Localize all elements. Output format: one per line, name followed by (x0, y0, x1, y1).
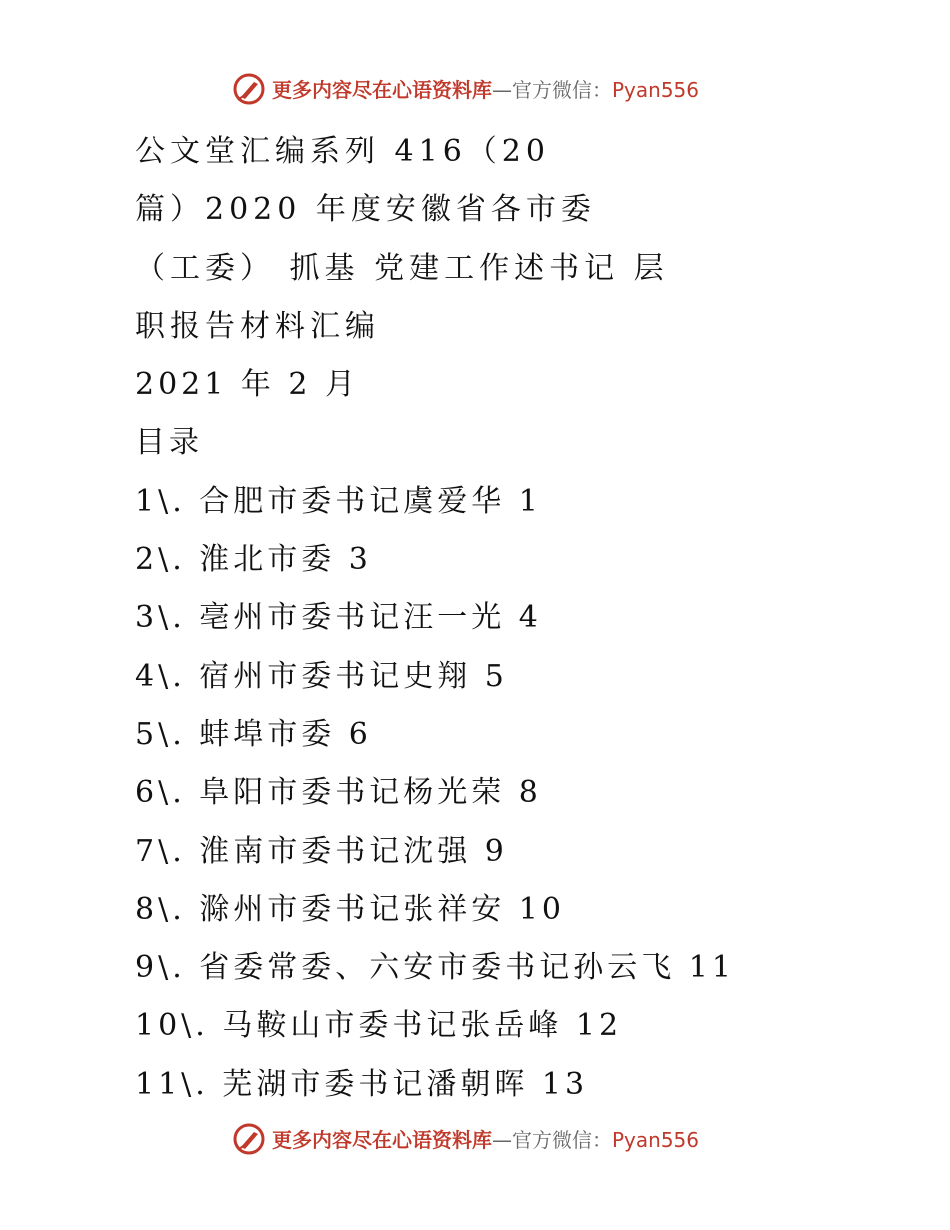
toc-entry: 6\. 阜阳市委书记杨光荣 8 (135, 775, 542, 811)
toc-entry: 1\. 合肥市委书记虞爱华 1 (135, 483, 542, 519)
title-line: 公文堂汇编系列 416（20 (135, 134, 550, 169)
quill-pen-logo-icon (232, 72, 266, 106)
toc-entry: 5\. 蚌埠市委 6 (135, 716, 372, 752)
watermark-banner-bottom (0, 1120, 950, 1160)
watermark-separator: — (492, 78, 512, 102)
document-body (135, 123, 915, 1114)
watermark-wechat-id: Pyan556 (612, 1128, 700, 1152)
toc-entry: 11\. 芜湖市委书记潘朝晖 13 (135, 1066, 589, 1102)
watermark-contact: 官方微信： (512, 78, 612, 102)
title-line: 篇）2020 年度安徽省各市委 (135, 192, 596, 228)
toc-entry: 3\. 亳州市委书记汪一光 4 (135, 600, 542, 636)
watermark-contact: 官方微信： (512, 1128, 612, 1152)
toc-entry: 7\. 淮南市委书记沈强 9 (135, 833, 508, 869)
toc-heading: 目录 (135, 425, 203, 461)
watermark-separator: — (492, 1128, 512, 1152)
watermark-text (272, 1128, 699, 1152)
quill-pen-logo-icon (232, 1122, 266, 1156)
toc-entry: 4\. 宿州市委书记史翔 5 (135, 658, 508, 694)
toc-entry: 9\. 省委常委、六安市委书记孙云飞 11 (135, 950, 735, 986)
title-line: 职报告材料汇编 (135, 308, 380, 344)
document-date: 2021 年 2 月 (135, 367, 360, 403)
watermark-promo: 更多内容尽在心语资料库 (272, 1128, 492, 1152)
toc-entry: 8\. 滁州市委书记张祥安 10 (135, 891, 565, 927)
document-title (135, 123, 915, 356)
watermark-promo: 更多内容尽在心语资料库 (272, 78, 492, 102)
watermark-wechat-id: Pyan556 (612, 78, 700, 102)
watermark-text (272, 78, 699, 102)
watermark-banner-top (0, 70, 950, 110)
table-of-contents (135, 473, 915, 1114)
toc-entry: 10\. 马鞍山市委书记张岳峰 12 (135, 1008, 623, 1044)
toc-entry: 2\. 淮北市委 3 (135, 542, 372, 578)
title-line: （工委） 抓基 党建工作述书记 层 (135, 250, 669, 286)
